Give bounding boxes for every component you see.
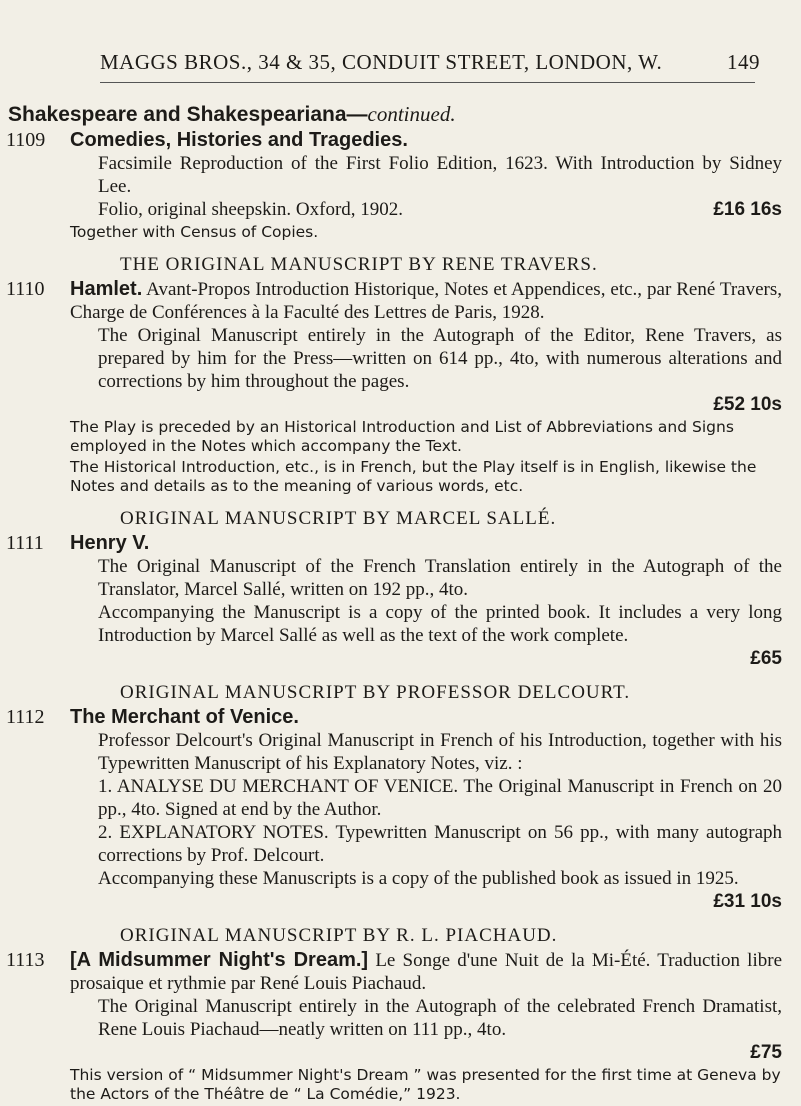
entry-description: The Original Manuscript entirely in the Autograph of the celebrated French Dramatist, Rene Louis Piachaud—neatly written on 111 pp., 4to. (98, 996, 782, 1040)
entry-description: Avant-Propos Introduction Historique, Notes et Appendices, etc., par René Travers, Charge de Conférences à la Faculté des Lettres de Paris, 1928. (70, 279, 782, 323)
price: £16 16s (713, 199, 782, 220)
entry-description: Le Songe d'une Nuit de la Mi-Été. Traduction libre prosaique et rythmie par René Louis Piachaud. (70, 950, 782, 994)
entry-note: The Historical Introduction, etc., is in French, but the Play itself is in English, likewise the Notes and details as to the meaning of various words, etc. (70, 458, 757, 495)
catalogue-entry-1113 (6, 949, 782, 1104)
entry-description: Professor Delcourt's Original Manuscript in French of his Introduction, together with his Typewritten Manuscript of his Explanatory Notes, viz. : (98, 730, 782, 774)
catalogue-entry-1112 (6, 706, 782, 913)
entry-title: [A Midsummer Night's Dream.] (70, 949, 369, 971)
manuscript-heading: THE ORIGINAL MANUSCRIPT BY RENE TRAVERS. (120, 254, 598, 275)
catalogue-page (0, 100, 801, 1104)
lot-number: 1113 (6, 949, 45, 971)
entry-description: 2. EXPLANATORY NOTES. Typewritten Manuscript on 56 pp., with many autograph corrections by Prof. Delcourt. (98, 822, 782, 866)
entry-description: 1. ANALYSE DU MERCHANT OF VENICE. The Original Manuscript in French on 20 pp., 4to. Signed at end by the Author. (98, 776, 782, 820)
lot-number: 1110 (6, 278, 45, 300)
running-head-text: MAGGS BROS., 34 & 35, CONDUIT STREET, LONDON, W. (100, 50, 663, 74)
price: £52 10s (713, 394, 782, 415)
entry-description: The Original Manuscript entirely in the Autograph of the Editor, Rene Travers, as prepared by him for the Press—written on 614 pp., 4to, with numerous alterations and corrections by him throughout the pages. (98, 325, 782, 392)
price: £75 (750, 1042, 782, 1063)
entry-format: Folio, original sheepskin. Oxford, 1902. £16 16s (98, 199, 782, 220)
catalogue-entry-1110 (6, 278, 782, 496)
price: £65 (750, 648, 782, 669)
lot-number: 1111 (6, 532, 44, 554)
entry-title: Hamlet. (70, 278, 143, 300)
page-number: 149 (727, 50, 760, 74)
entry-note: Together with Census of Copies. (70, 223, 319, 241)
catalogue-entry-1109 (6, 129, 782, 242)
entry-description: Facsimile Reproduction of the First Folio Edition, 1623. With Introduction by Sidney Lee. (98, 153, 782, 197)
manuscript-heading: ORIGINAL MANUSCRIPT BY MARCEL SALLÉ. (120, 508, 557, 529)
entry-description: Accompanying the Manuscript is a copy of the printed book. It includes a very long Introduction by Marcel Sallé as well as the text of the work complete. (98, 602, 782, 646)
section-title: Shakespeare and Shakespeariana—continued. (8, 102, 456, 126)
entry-description: The Original Manuscript of the French Translation entirely in the Autograph of the Translator, Marcel Sallé, written on 192 pp., 4to. (98, 556, 782, 600)
manuscript-heading: ORIGINAL MANUSCRIPT BY PROFESSOR DELCOURT. (120, 682, 631, 703)
manuscript-heading: ORIGINAL MANUSCRIPT BY R. L. PIACHAUD. (120, 925, 558, 946)
running-head (100, 50, 760, 75)
entry-note: The Play is preceded by an Historical Introduction and List of Abbreviations and Signs employed in the Notes which accompany the Text. (70, 418, 734, 455)
entry-note: This version of “ Midsummer Night's Dream ” was presented for the first time at Geneva by the Actors of the Théâtre de “ La Comédie,” 1923. (70, 1066, 781, 1103)
entry-description: Accompanying these Manuscripts is a copy of the published book as issued in 1925. (98, 868, 739, 889)
header-rule (100, 82, 755, 83)
entry-title: Comedies, Histories and Tragedies. (70, 129, 408, 151)
entry-title: The Merchant of Venice. (70, 706, 299, 728)
lot-number: 1109 (6, 129, 46, 151)
catalogue-entry-1111 (6, 532, 782, 670)
price: £31 10s (713, 891, 782, 912)
lot-number: 1112 (6, 706, 45, 728)
entry-title: Henry V. (70, 532, 150, 554)
